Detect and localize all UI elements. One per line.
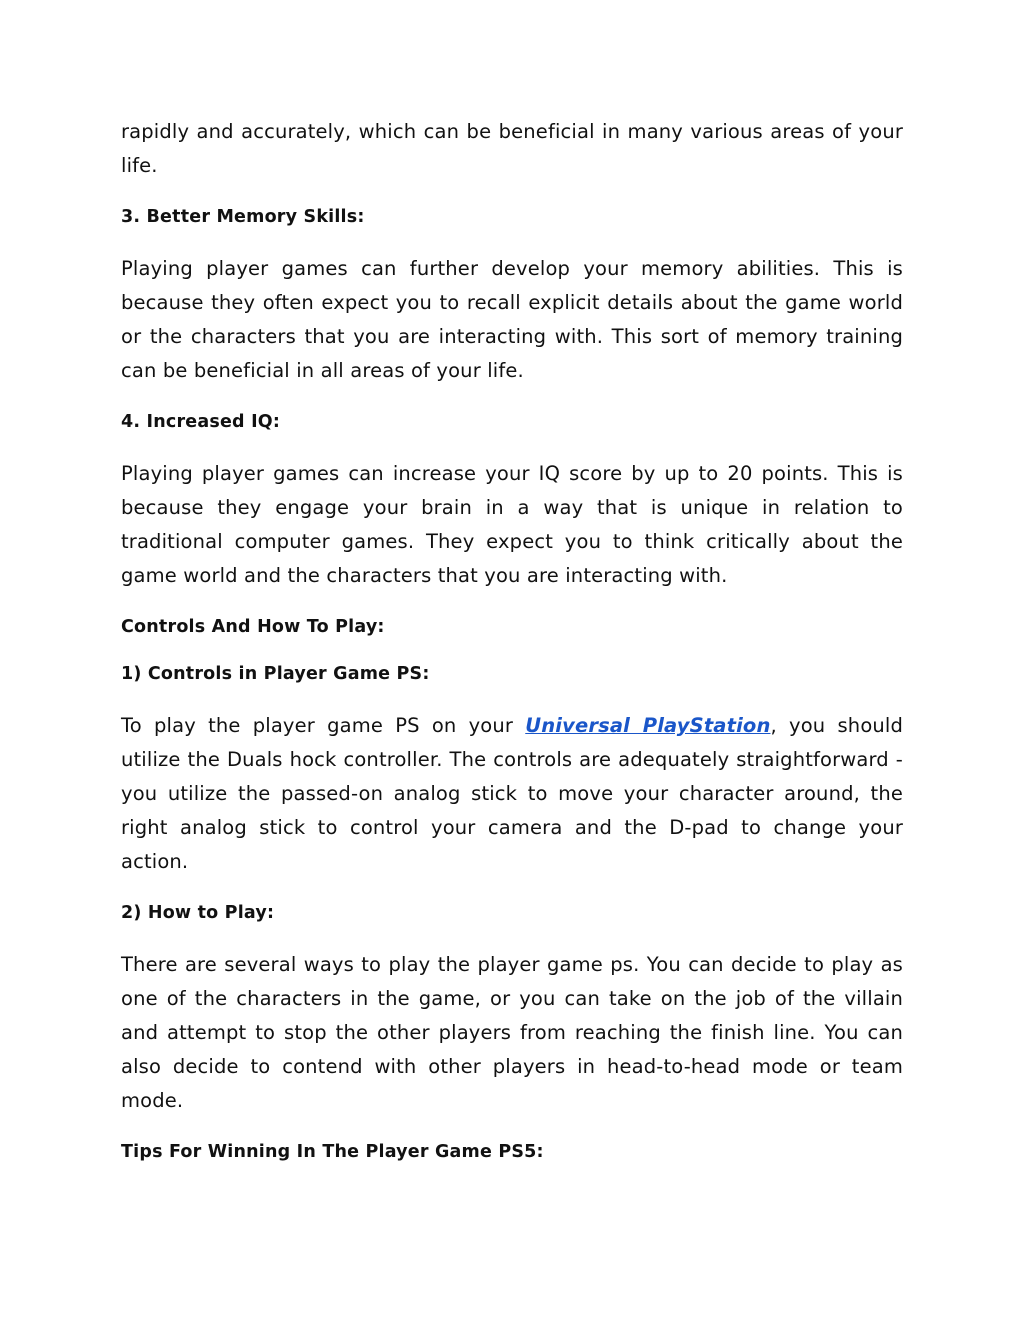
paragraph-controls [121,709,903,879]
paragraph-intro: rapidly and accurately, which can be beneficial in many various areas of your life. [121,120,903,177]
universal-playstation-link[interactable]: Universal PlayStation [525,714,771,737]
heading-better-memory-skills: 3. Better Memory Skills: [121,207,365,227]
paragraph-memory: Playing player games can further develop your memory abilities. This is because they often expect you to recall explicit details about the game world or the characters that you are interacting with. This sort of memory training can be beneficial in all areas of your life. [121,257,903,382]
paragraph-controls-before-link: To play the player game PS on your [121,714,526,737]
paragraph-iq: Playing player games can increase your IQ score by up to 20 points. This is because they engage your brain in a way that is unique in relation to traditional computer games. They expect you to think critically about the game world and the characters that you are interacting with. [121,462,903,587]
heading-controls-in-player-game: 1) Controls in Player Game PS: [121,664,430,684]
heading-tips-for-winning: Tips For Winning In The Player Game PS5: [121,1142,544,1162]
document-page [121,115,903,1164]
paragraph-how-to-play: There are several ways to play the player game ps. You can decide to play as one of the characters in the game, or you can take on the job of the villain and attempt to stop the other players from reaching the finish line. You can also decide to contend with other players in head-to-head mode or team mode. [121,953,903,1112]
heading-how-to-play: 2) How to Play: [121,903,275,923]
heading-increased-iq: 4. Increased IQ: [121,412,281,432]
paragraph-controls-after-link: , you should utilize the Duals hock controller. The controls are adequately straightforward - you utilize the passed-on analog stick to move your character around, the right analog stick to control your camera and the D-pad to change your action. [121,714,904,873]
heading-controls-and-how-to-play: Controls And How To Play: [121,617,385,637]
